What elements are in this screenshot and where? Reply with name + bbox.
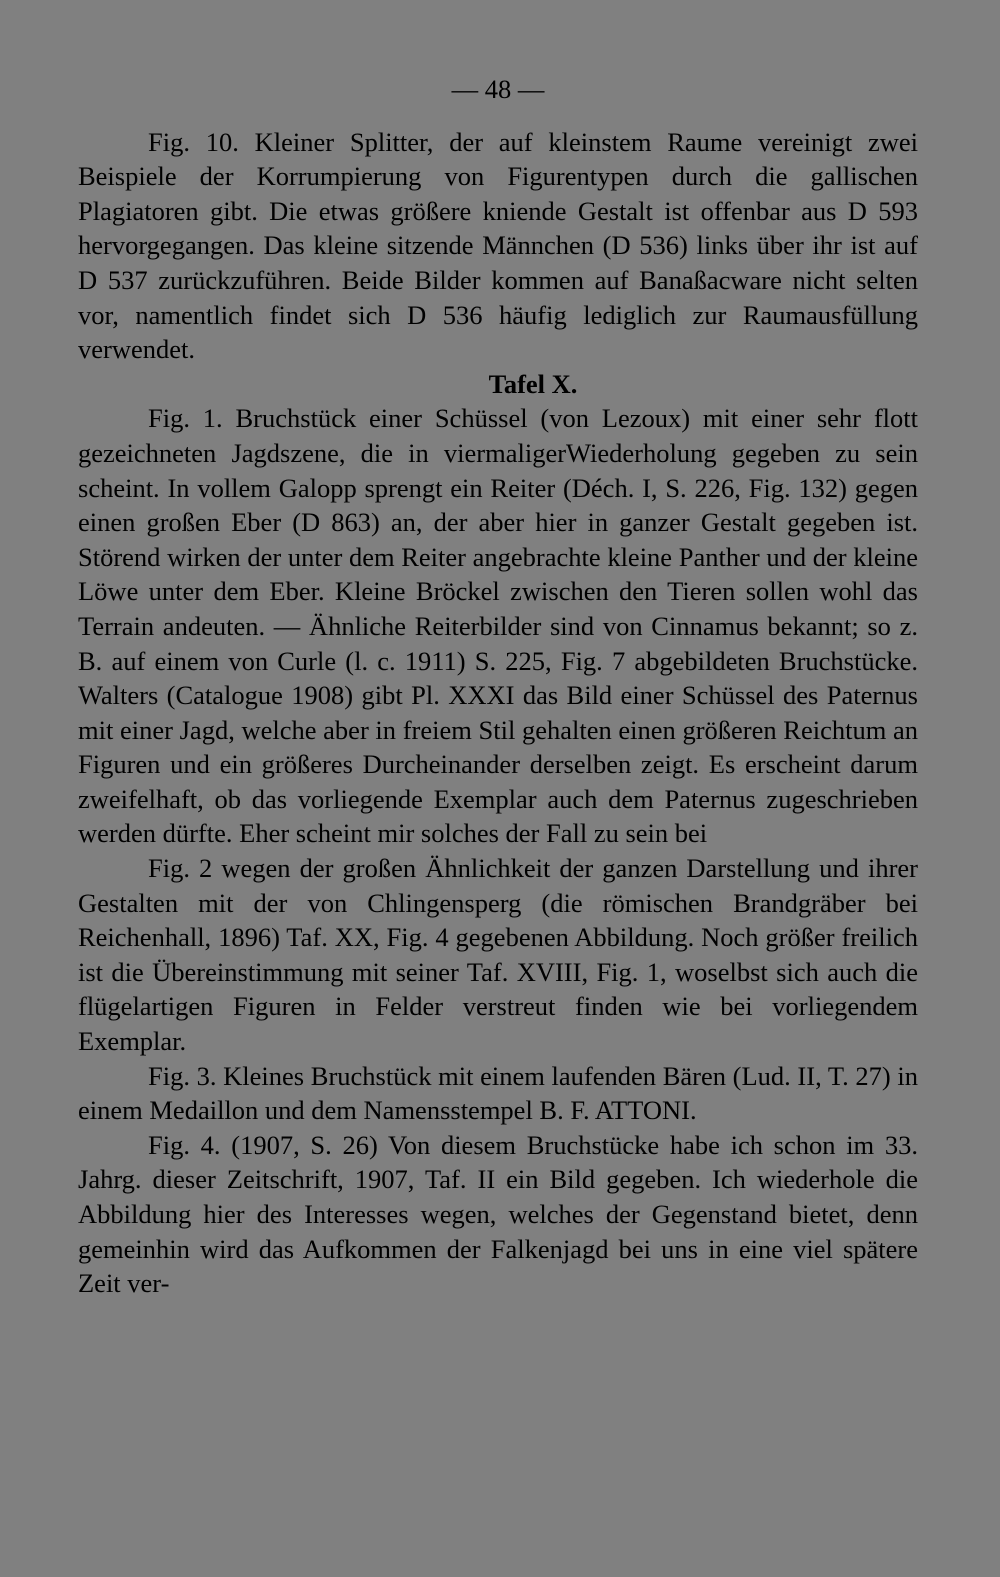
section-heading: Tafel X. xyxy=(488,368,578,399)
paragraph-fig-10: Fig. 10. Kleiner Splitter, der auf kleinstem Raume vereinigt zwei Beispiele der Korrumpierung von Figurentypen durch die gallischen Plagiatoren gibt. Die etwas größere kniende Gestalt ist offenbar aus D 593 hervorgegangen. Das kleine sitzende Männchen (D 536) links über ihr ist auf D 537 zurückzuführen. Beide Bilder kommen auf Banaßacware nicht selten vor, namentlich findet sich D 536 häufig lediglich zur Raumausfüllung verwendet. xyxy=(78,126,918,365)
paragraph-fig-3: Fig. 3. Kleines Bruchstück mit einem laufenden Bären (Lud. II, T. 27) in einem Medaillon und dem Namensstempel B. F. ATTONI. xyxy=(78,1060,918,1126)
paragraph-fig-4: Fig. 4. (1907, S. 26) Von diesem Bruchstücke habe ich schon im 33. Jahrg. dieser Zeitschrift, 1907, Taf. II ein Bild gegeben. Ich wiederhole die Abbildung hier des Interesses wegen, welches der Gegenstand bietet, denn gemeinhin wird das Aufkommen der Falkenjagd bei uns in eine viel spätere Zeit ver- xyxy=(78,1129,918,1299)
paragraph-fig-2: Fig. 2 wegen der großen Ähnlichkeit der ganzen Darstellung und ihrer Gestalten mit der von Chlingensperg (die römischen Brandgräber bei Reichenhall, 1896) Taf. XX, Fig. 4 gegebenen Abbildung. Noch größer freilich ist die Übereinstimmung mit seiner Taf. XVIII, Fig. 1, woselbst sich auch die flügelartigen Figuren in Felder verstreut finden wie bei vorliegendem Exemplar. xyxy=(78,853,918,1057)
paragraph-fig-1: Fig. 1. Bruchstück einer Schüssel (von Lezoux) mit einer sehr flott gezeichneten Jagdszene, die in viermaligerWiederholung gegeben zu sein scheint. In vollem Galopp sprengt ein Reiter (Déch. I, S. 226, Fig. 132) gegen einen großen Eber (D 863) an, der aber hier in ganzer Gestalt gegeben ist. Störend wirken der unter dem Reiter angebrachte kleine Panther und der kleine Löwe unter dem Eber. Kleine Bröckel zwischen den Tieren sollen wohl das Terrain andeuten. — Ähnliche Reiterbilder sind von Cinnamus bekannt; so z. B. auf einem von Curle (l. c. 1911) S. 225, Fig. 7 abgebildeten Bruchstücke. Walters (Catalogue 1908) gibt Pl. XXXI das Bild einer Schüssel des Paternus mit einer Jagd, welche aber in freiem Stil gehalten einen größeren Reichtum an Figuren und ein größeres Durcheinander derselben zeigt. Es erscheint darum zweifelhaft, ob das vorliegende Exemplar auch dem Paternus zugeschrieben werden dürfte. Eher scheint mir solches der Fall zu sein bei xyxy=(78,403,918,849)
page-number: — 48 — xyxy=(451,74,545,104)
document-page xyxy=(78,72,918,1301)
